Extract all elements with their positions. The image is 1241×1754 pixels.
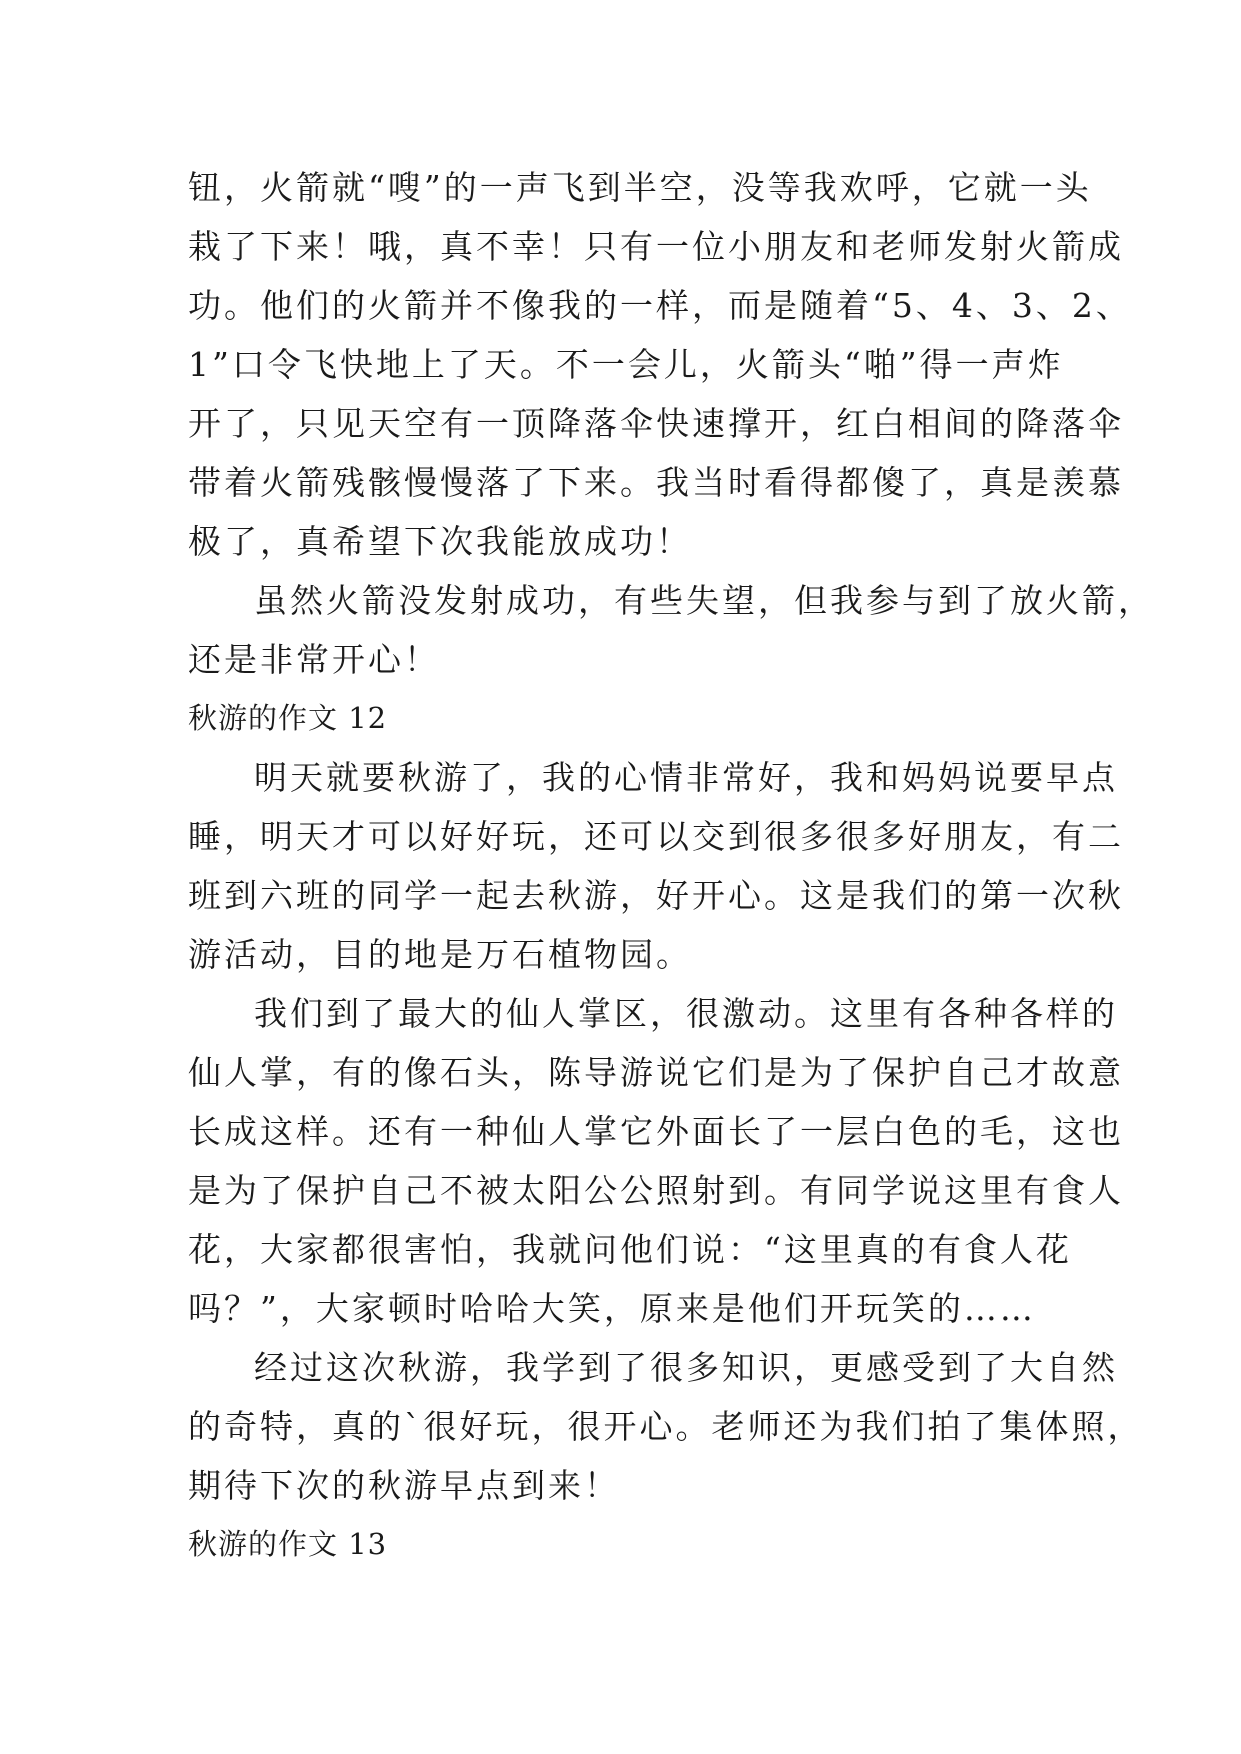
text-line: 长成这样。还有一种仙人掌它外面长了一层白色的毛，这也 — [188, 1112, 1124, 1151]
essay-heading-12: 秋游的作文 12 — [188, 701, 388, 735]
essay-heading-13: 秋游的作文 13 — [188, 1527, 388, 1561]
paragraph-rocket-launch — [188, 158, 1132, 571]
paragraph-cactus-area — [188, 984, 1124, 1338]
paragraph-autumn-trip-intro — [188, 748, 1124, 984]
text-line: 的奇特，真的`很好玩，很开心。老师还为我们拍了集体照， — [188, 1407, 1144, 1446]
text-line: 花，大家都很害怕，我就问他们说：“这里真的有食人花 — [188, 1230, 1072, 1269]
text-line: 经过这次秋游，我学到了很多知识，更感受到了大自然 — [254, 1348, 1118, 1387]
text-line: 仙人掌，有的像石头，陈导游说它们是为了保护自己才故意 — [188, 1053, 1124, 1092]
text-line: 开了，只见天空有一顶降落伞快速撑开，红白相间的降落伞 — [188, 404, 1124, 443]
text-line: 睡，明天才可以好好玩，还可以交到很多很多好朋友，有二 — [188, 817, 1124, 856]
text-line: 游活动，目的地是万石植物园。 — [188, 935, 692, 974]
paragraph-rocket-conclusion — [188, 571, 1154, 689]
text-line: 栽了下来！哦，真不幸！只有一位小朋友和老师发射火箭成 — [188, 227, 1124, 266]
text-line: 吗？”，大家顿时哈哈大笑，原来是他们开玩笑的…… — [188, 1289, 1036, 1328]
text-line: 虽然火箭没发射成功，有些失望，但我参与到了放火箭， — [254, 581, 1154, 620]
document-page — [188, 158, 1154, 1574]
text-line: 带着火箭残骸慢慢落了下来。我当时看得都傻了，真是羡慕 — [188, 463, 1124, 502]
text-line: 是为了保护自己不被太阳公公照射到。有同学说这里有食人 — [188, 1171, 1124, 1210]
paragraph-autumn-trip-conclusion — [188, 1338, 1144, 1515]
text-line: 钮，火箭就“嗖”的一声飞到半空，没等我欢呼，它就一头 — [188, 168, 1092, 207]
text-line: 期待下次的秋游早点到来！ — [188, 1466, 620, 1505]
text-line: 功。他们的火箭并不像我的一样，而是随着“5、4、3、2、 — [188, 286, 1132, 325]
text-line: 还是非常开心！ — [188, 640, 440, 679]
text-line: 极了，真希望下次我能放成功！ — [188, 522, 692, 561]
text-line: 1”口令飞快地上了天。不一会儿，火箭头“啪”得一声炸 — [188, 345, 1064, 384]
text-line: 我们到了最大的仙人掌区，很激动。这里有各种各样的 — [254, 994, 1118, 1033]
text-line: 班到六班的同学一起去秋游，好开心。这是我们的第一次秋 — [188, 876, 1124, 915]
text-line: 明天就要秋游了，我的心情非常好，我和妈妈说要早点 — [254, 758, 1118, 797]
